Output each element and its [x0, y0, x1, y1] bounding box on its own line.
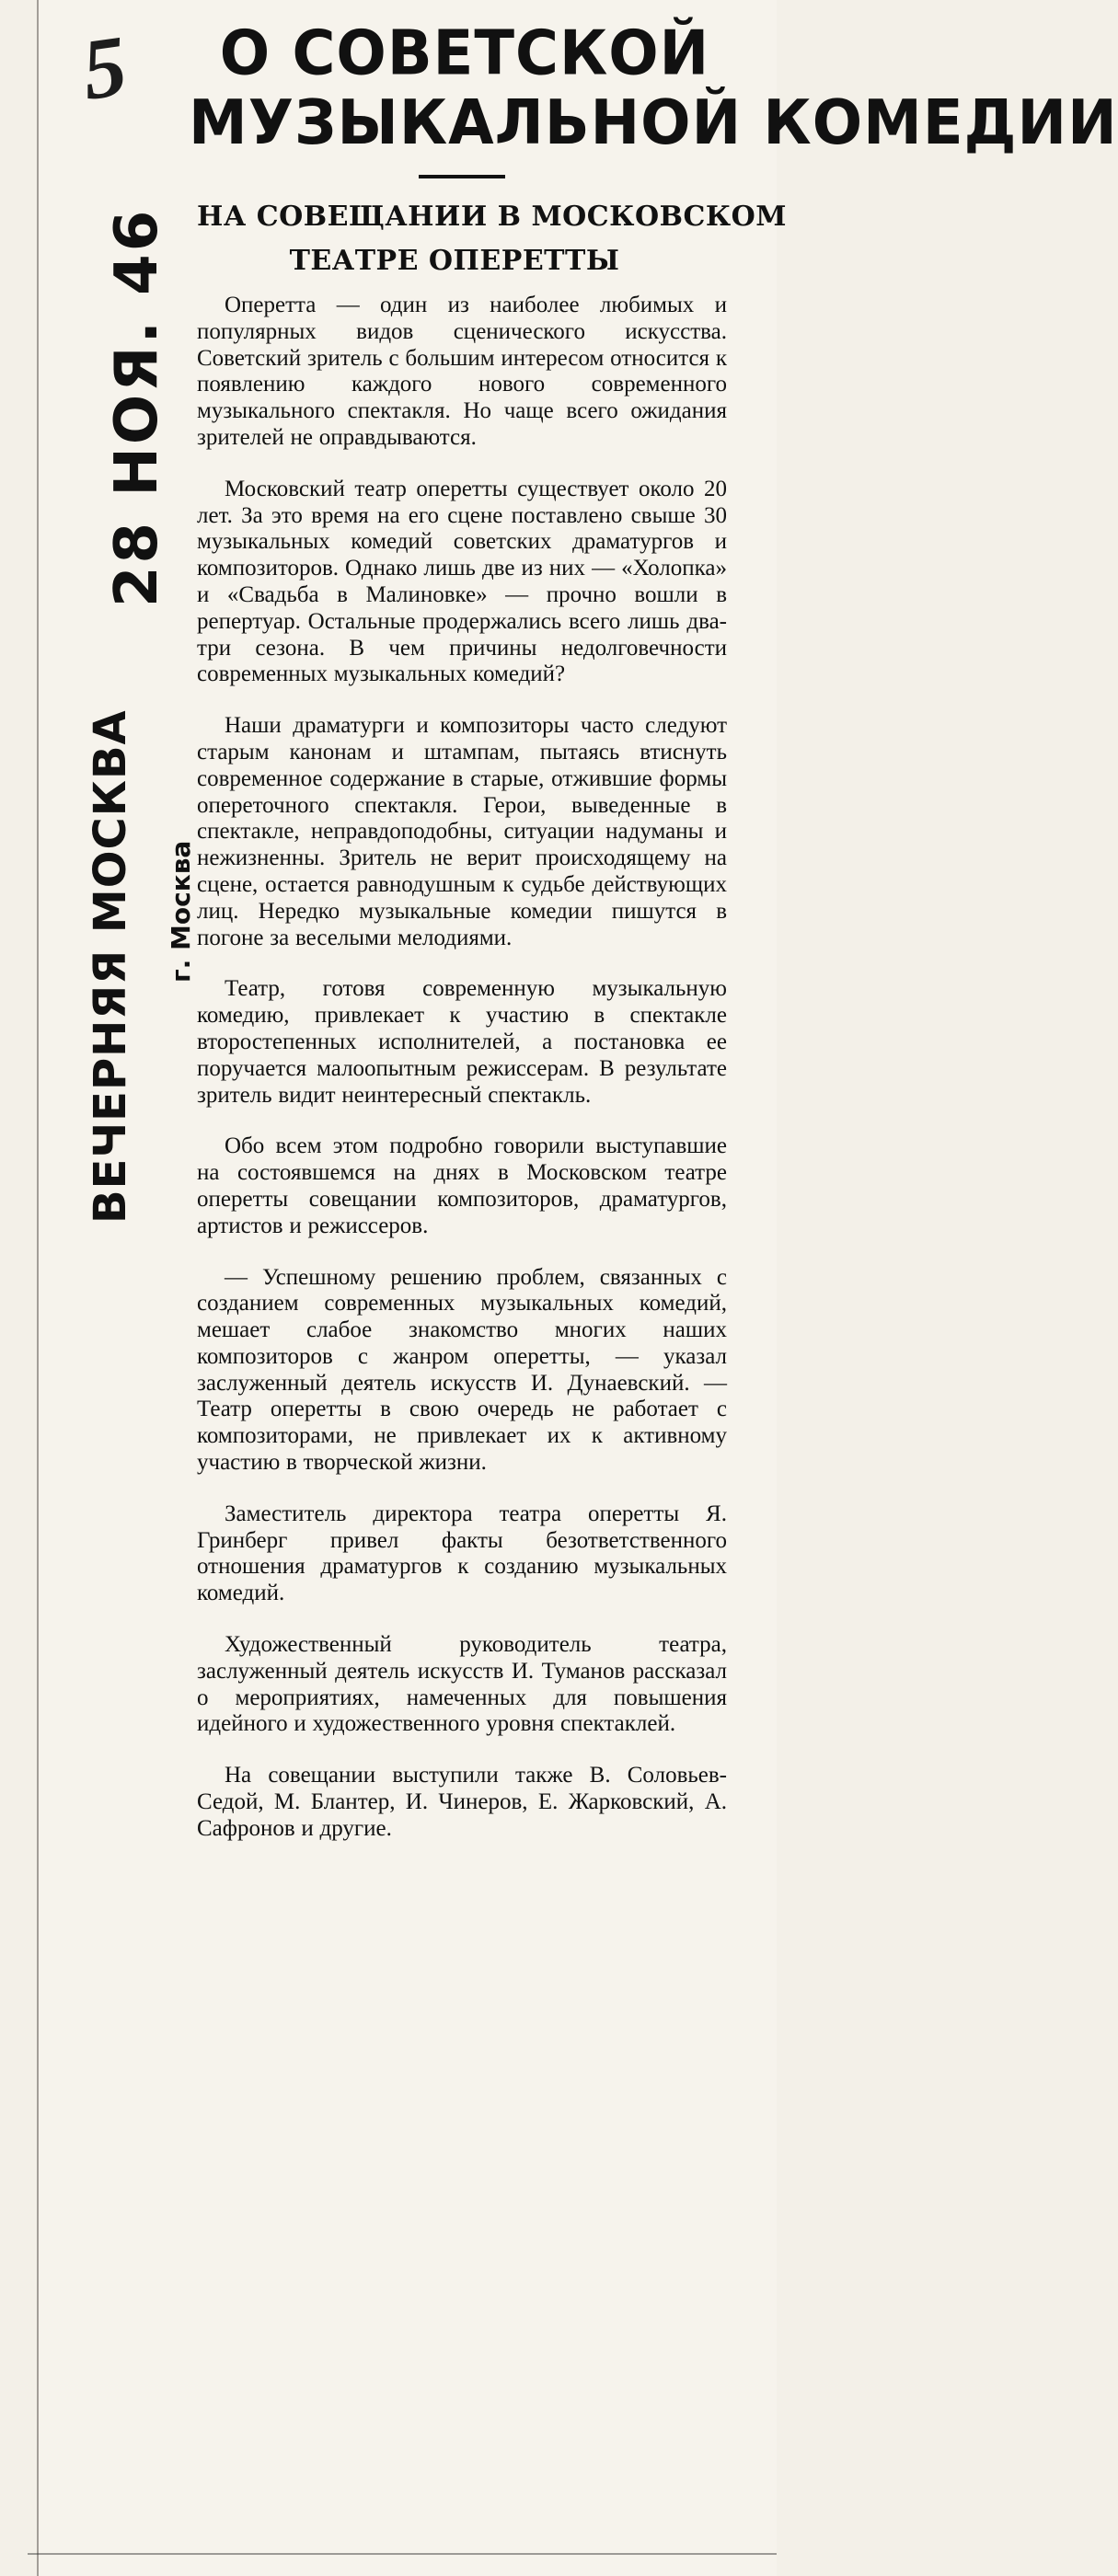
clipping-left-edge: [37, 0, 39, 2576]
article-paragraph-1: Оперетта — один из наиболее любимых и популярных видов сценического искусства. Советский зритель с большим интересом относится к появлению каждого нового современного музыкального спектакля. Но чаще всего ожидания зрителей не оправдываются.: [197, 293, 727, 450]
article-paragraph-7: Заместитель директора театра оперетты Я. Гринберг привел факты безответственного отношения драматургов к созданию музыкальных комедий.: [197, 1501, 727, 1606]
subheading: [197, 195, 787, 283]
article-paragraph-6: — Успешному решению проблем, связанных с созданием современных музыкальных комедий, мешает слабое знакомство многих наших композиторов с жанром оперетты, — указал заслуженный деятель искусств И. Дунаевский. — Театр оперетты в свою очередь не работает с композиторами, не привлекает их к активному участию в творческой жизни.: [197, 1264, 727, 1476]
article-paragraph-8: Художественный руководитель театра, заслуженный деятель искусств И. Туманов рассказал о мероприятиях, намеченных для повышения идейного и художественного уровня спектаклей.: [197, 1632, 727, 1737]
article-paragraph-9: На совещании выступили также В. Соловьев-Седой, М. Блантер, И. Чинеров, Е. Жарковский, А. Сафронов и другие.: [197, 1763, 727, 1841]
newspaper-name: ВЕЧЕРНЯЯ МОСКВА: [85, 709, 136, 1224]
subheading-line-2: ТЕАТРЕ ОПЕРЕТТЫ: [289, 245, 620, 277]
article-paragraph-5: Обо всем этом подробно говорили выступавшие на состоявшемся на днях в Московском театре оперетты совещании композиторов, драматургов, артистов и режиссеров.: [197, 1133, 727, 1238]
date-stamp: 28 НОЯ. 46: [103, 207, 171, 607]
subheading-line-1: НА СОВЕЩАНИИ В МОСКОВСКОМ: [197, 201, 787, 233]
article-paragraph-2: Московский театр оперетты существует около 20 лет. За это время на его сцене поставлено свыше 30 музыкальных комедий советских драматургов и композиторов. Однако лишь две из них — «Холопка» и «Свадьба в Малиновке» — прочно вошли в репертуар. Остальные продержались всего лишь два-три сезона. В чем причины недолговечности современных музыкальных комедий?: [197, 476, 727, 687]
headline: [189, 17, 1118, 159]
city-name: г. Москва: [166, 840, 196, 983]
article-body: [197, 293, 727, 1868]
headline-rule: [419, 175, 505, 178]
article-paragraph-4: Театр, готовя современную музыкальную комедию, привлекает к участию в спектакле второстепенных исполнителей, а постановка ее поручается малоопытным режиссерам. В результате зритель видит неинтересный спектакль.: [197, 976, 727, 1108]
clipping-bottom-edge: [28, 2553, 777, 2555]
article-paragraph-3: Наши драматурги и композиторы часто следуют старым канонам и штампам, пытаясь втиснуть современное содержание в старые, отжившие формы опереточного спектакля. Герои, выведенные в спектакле, неправдоподобны, ситуации надуманы и нежизненны. Зритель не верит происходящему на сцене, остается равнодушным к судьбе действующих лиц. Нередко музыкальные комедии пишутся в погоне за веселыми мелодиями.: [197, 713, 727, 950]
headline-line-2: МУЗЫКАЛЬНОЙ КОМЕДИИ: [189, 86, 1118, 159]
folio-mark: 5: [75, 17, 133, 119]
headline-line-1: О СОВЕТСКОЙ: [219, 17, 710, 90]
